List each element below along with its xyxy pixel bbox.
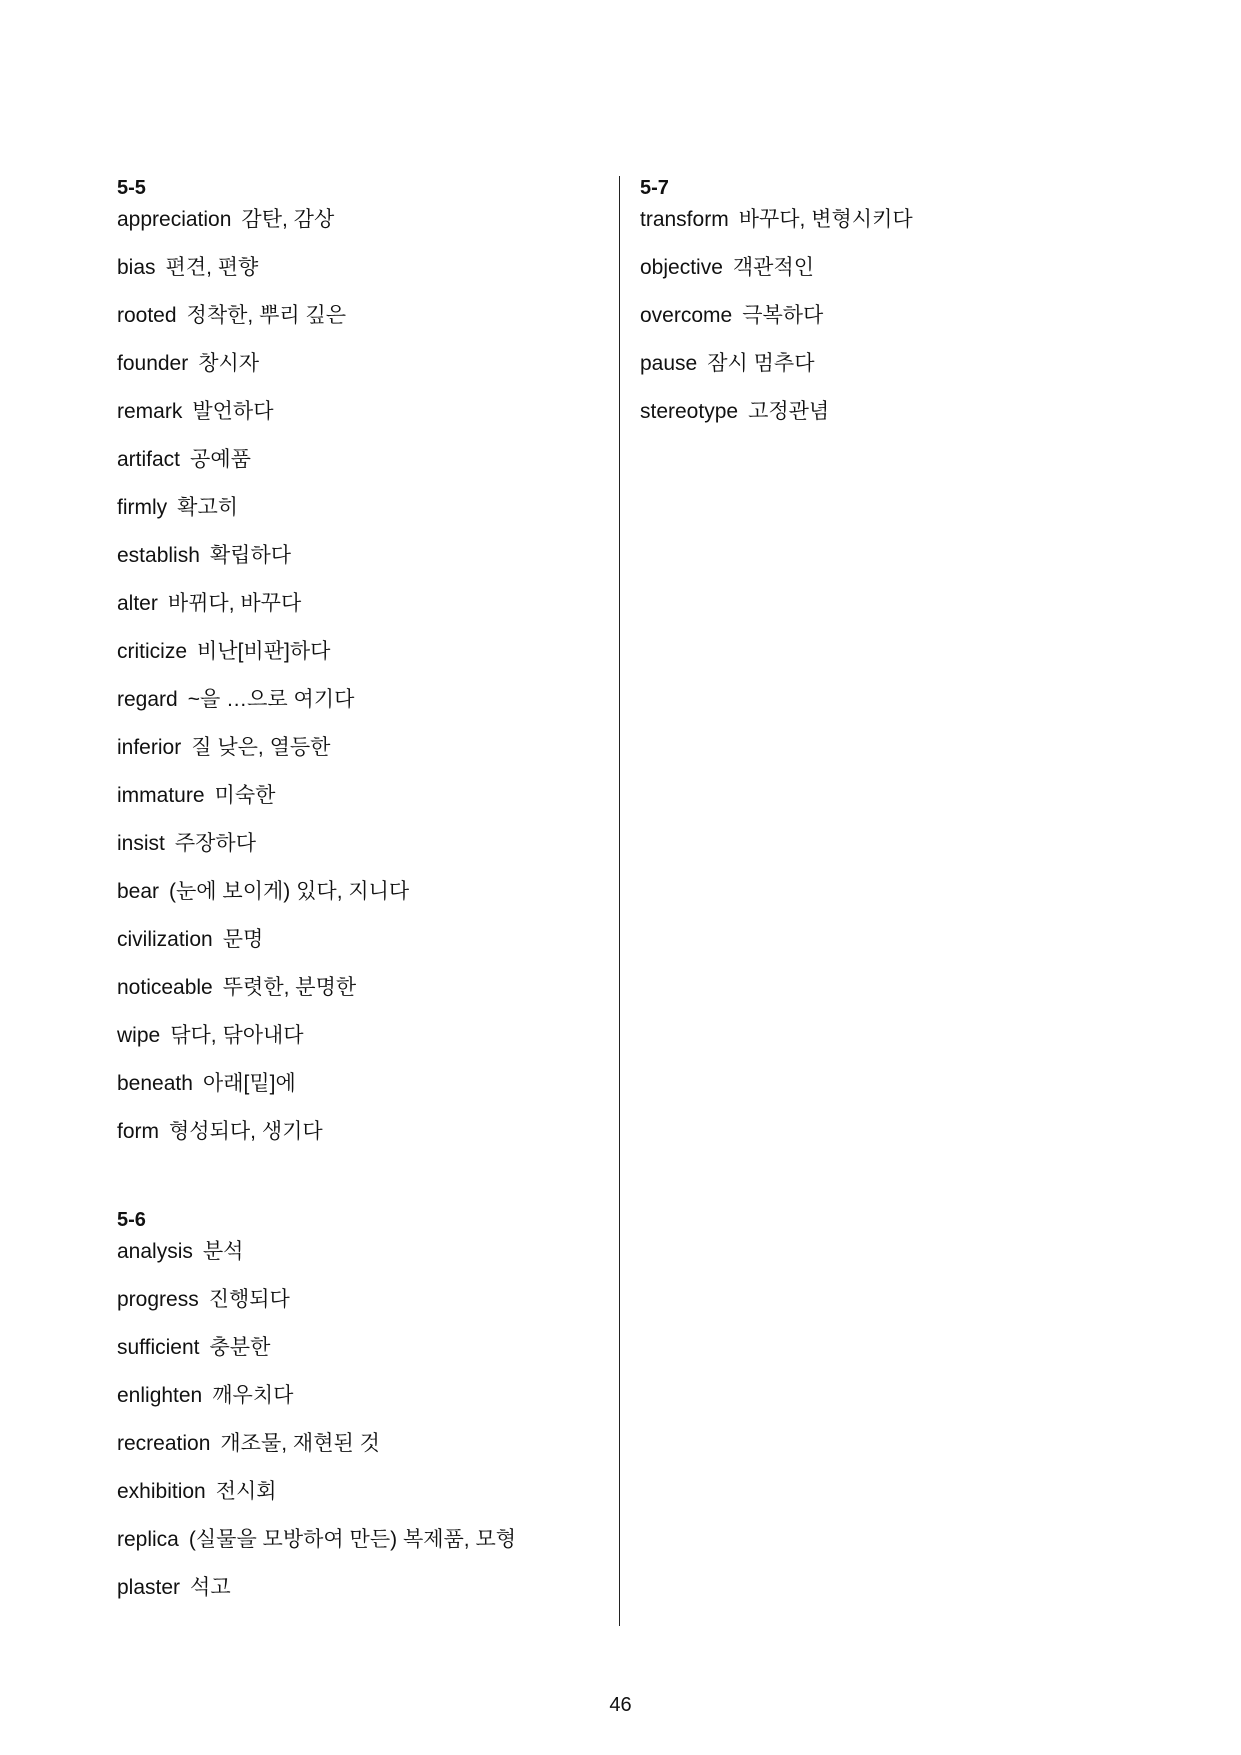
vocab-entry bbox=[640, 300, 1160, 348]
vocab-entry bbox=[117, 588, 607, 636]
vocab-term: insist bbox=[117, 832, 165, 855]
vocab-term: establish bbox=[117, 544, 200, 567]
vocab-entry bbox=[117, 636, 607, 684]
vocab-meaning: 감탄, 감상 bbox=[241, 208, 335, 231]
vocab-term: criticize bbox=[117, 640, 188, 663]
vocab-meaning: 질 낮은, 열등한 bbox=[191, 736, 331, 759]
vocab-term: enlighten bbox=[117, 1384, 203, 1407]
vocab-meaning: 뚜렷한, 분명한 bbox=[222, 976, 357, 999]
vocab-term: pause bbox=[640, 352, 698, 375]
vocab-entry bbox=[117, 1284, 607, 1332]
vocab-section-5-7 bbox=[640, 172, 1160, 444]
vocab-meaning: 고정관념 bbox=[748, 400, 830, 423]
vocab-entry bbox=[640, 204, 1160, 252]
vocab-meaning: 닦다, 닦아내다 bbox=[170, 1024, 304, 1047]
vocab-entry bbox=[117, 444, 607, 492]
vocab-entry bbox=[117, 684, 607, 732]
vocab-term: recreation bbox=[117, 1432, 211, 1455]
vocab-term: founder bbox=[117, 352, 189, 375]
vocab-entry bbox=[117, 540, 607, 588]
right-column bbox=[640, 172, 1160, 444]
section-title: 5-7 bbox=[640, 177, 669, 199]
vocab-meaning: 확립하다 bbox=[209, 544, 292, 567]
vocab-term: analysis bbox=[117, 1240, 193, 1263]
section-title: 5-5 bbox=[117, 177, 146, 199]
vocab-section-5-6 bbox=[117, 1204, 607, 1620]
vocab-meaning: 석고 bbox=[190, 1576, 231, 1599]
vocab-meaning: 아래[밑]에 bbox=[202, 1072, 296, 1095]
vocab-term: appreciation bbox=[117, 208, 232, 231]
vocab-meaning: 객관적인 bbox=[732, 256, 815, 279]
vocab-entry bbox=[117, 1116, 607, 1164]
column-divider bbox=[619, 176, 620, 1626]
vocab-term: sufficient bbox=[117, 1336, 200, 1359]
vocab-meaning: 문명 bbox=[222, 928, 264, 951]
vocab-term: overcome bbox=[640, 304, 733, 327]
vocab-meaning: 정착한, 뿌리 깊은 bbox=[186, 304, 347, 327]
vocab-entry bbox=[640, 252, 1160, 300]
vocab-entry bbox=[117, 204, 607, 252]
vocab-term: civilization bbox=[117, 928, 213, 951]
vocab-entry bbox=[117, 1332, 607, 1380]
vocab-meaning: 진행되다 bbox=[208, 1288, 290, 1311]
vocab-term: remark bbox=[117, 400, 183, 423]
vocab-meaning: 공예품 bbox=[190, 448, 251, 471]
vocab-term: wipe bbox=[117, 1024, 161, 1047]
vocab-term: noticeable bbox=[117, 976, 213, 999]
vocab-term: alter bbox=[117, 592, 158, 615]
vocab-entry bbox=[117, 972, 607, 1020]
vocab-meaning: 극복하다 bbox=[742, 304, 824, 327]
vocab-meaning: 비난[비판]하다 bbox=[197, 640, 331, 663]
vocab-entry bbox=[117, 1524, 607, 1572]
vocab-entry bbox=[117, 732, 607, 780]
vocab-entry bbox=[640, 348, 1160, 396]
vocab-entry bbox=[640, 396, 1160, 444]
vocab-entry bbox=[117, 492, 607, 540]
vocab-term: plaster bbox=[117, 1576, 181, 1599]
vocab-meaning: 충분한 bbox=[209, 1336, 271, 1359]
vocab-entry bbox=[117, 348, 607, 396]
vocab-entry bbox=[117, 924, 607, 972]
vocab-term: replica bbox=[117, 1528, 179, 1551]
vocab-entry bbox=[117, 876, 607, 924]
vocab-term: stereotype bbox=[640, 400, 739, 423]
vocab-entry bbox=[117, 1476, 607, 1524]
vocab-meaning: 전시회 bbox=[215, 1480, 277, 1503]
vocab-meaning: 확고히 bbox=[177, 496, 239, 519]
vocab-term: objective bbox=[640, 256, 723, 279]
vocab-term: firmly bbox=[117, 496, 168, 519]
vocab-term: bear bbox=[117, 880, 160, 903]
vocab-term: transform bbox=[640, 208, 729, 231]
vocab-term: form bbox=[117, 1120, 159, 1143]
vocab-entry bbox=[117, 1380, 607, 1428]
vocab-entry bbox=[117, 1236, 607, 1284]
vocab-meaning: 바꾸다, 변형시키다 bbox=[738, 208, 913, 231]
vocab-meaning: 발언하다 bbox=[192, 400, 274, 423]
vocab-entry bbox=[117, 396, 607, 444]
vocab-meaning: (눈에 보이게) 있다, 지니다 bbox=[169, 880, 410, 903]
vocab-entry bbox=[117, 828, 607, 876]
vocab-meaning: 깨우치다 bbox=[212, 1384, 294, 1407]
vocab-meaning: 미숙한 bbox=[214, 784, 276, 807]
vocab-section-5-5 bbox=[117, 172, 607, 1164]
vocab-term: exhibition bbox=[117, 1480, 206, 1503]
vocab-term: bias bbox=[117, 256, 156, 279]
vocab-meaning: 잠시 멈추다 bbox=[707, 352, 815, 375]
vocab-term: rooted bbox=[117, 304, 177, 327]
vocab-entry bbox=[117, 1068, 607, 1116]
vocab-entry bbox=[117, 1428, 607, 1476]
vocab-meaning: ~을 …으로 여기다 bbox=[187, 688, 355, 711]
vocab-term: inferior bbox=[117, 736, 182, 759]
vocab-entry bbox=[117, 1020, 607, 1068]
vocab-meaning: 개조물, 재현된 것 bbox=[220, 1432, 380, 1455]
vocab-meaning: (실물을 모방하여 만든) 복제품, 모형 bbox=[188, 1528, 517, 1551]
vocab-entry bbox=[117, 780, 607, 828]
vocab-meaning: 편견, 편향 bbox=[165, 256, 259, 279]
vocab-term: regard bbox=[117, 688, 178, 711]
vocab-meaning: 주장하다 bbox=[174, 832, 257, 855]
vocab-meaning: 분석 bbox=[202, 1240, 244, 1263]
vocab-term: progress bbox=[117, 1288, 199, 1311]
left-column bbox=[117, 172, 607, 1620]
vocab-term: beneath bbox=[117, 1072, 193, 1095]
page-number: 46 bbox=[609, 1694, 632, 1716]
vocab-meaning: 형성되다, 생기다 bbox=[169, 1120, 323, 1143]
section-title: 5-6 bbox=[117, 1209, 146, 1231]
vocab-term: artifact bbox=[117, 448, 181, 471]
vocab-meaning: 바뀌다, 바꾸다 bbox=[167, 592, 302, 615]
vocab-entry bbox=[117, 252, 607, 300]
vocab-meaning: 창시자 bbox=[198, 352, 260, 375]
vocab-entry bbox=[117, 1572, 607, 1620]
vocab-term: immature bbox=[117, 784, 205, 807]
vocab-entry bbox=[117, 300, 607, 348]
